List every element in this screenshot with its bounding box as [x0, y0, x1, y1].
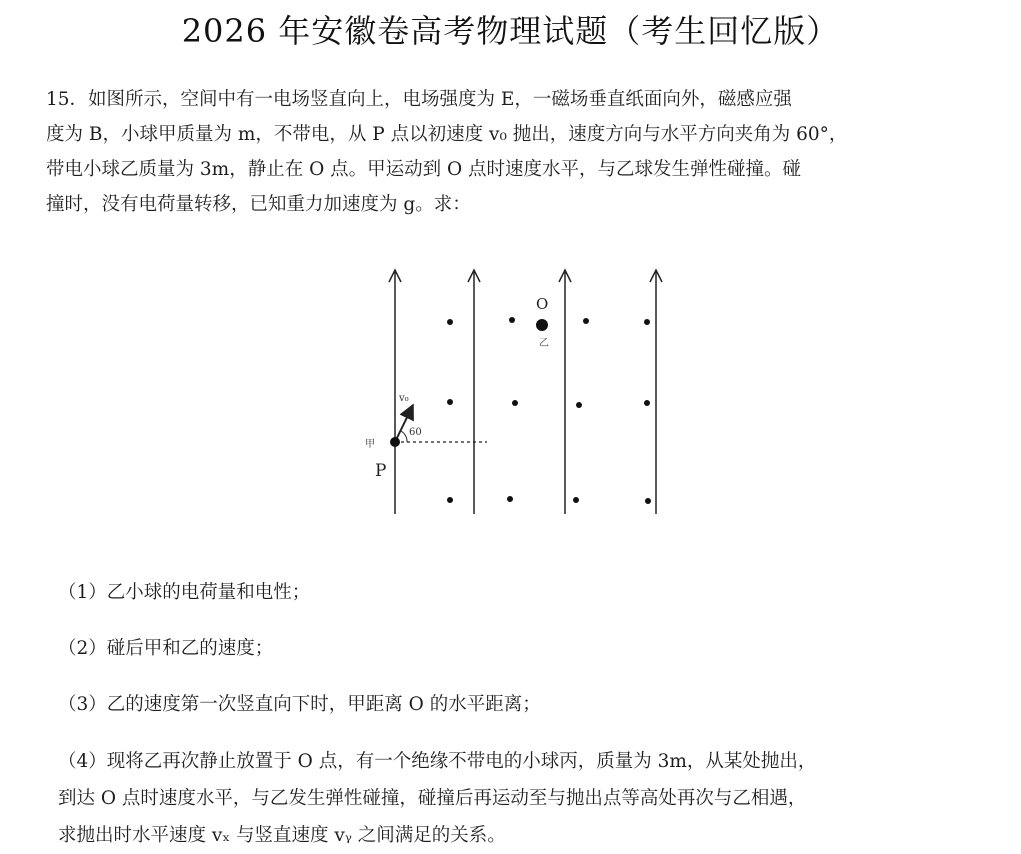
electric-field-lines — [389, 270, 662, 514]
label-angle: 60 — [409, 427, 422, 438]
field-dot — [644, 319, 650, 325]
field-dot — [583, 318, 589, 324]
problem-line: 撞时，没有电荷量转移，已知重力加速度为 g。求： — [46, 194, 471, 215]
page-title: 2026 年安徽卷高考物理试题（考生回忆版） — [181, 12, 840, 50]
field-dot — [644, 400, 650, 406]
question-4-line: （4）现将乙再次静止放置于 O 点，有一个绝缘不带电的小球丙，质量为 3m，从某处抛出， — [58, 751, 817, 772]
problem-line: 带电小球乙质量为 3m，静止在 O 点。甲运动到 O 点时速度水平，与乙球发生弹性碰撞。碰 — [46, 159, 802, 180]
label-yi: 乙 — [539, 338, 549, 349]
field-dot — [507, 496, 513, 502]
problem-line: 度为 B，小球甲质量为 m，不带电，从 P 点以初速度 v₀ 抛出，速度方向与水平方向夹角为 60°， — [46, 124, 848, 145]
field-dot — [576, 402, 582, 408]
field-dot — [447, 319, 453, 325]
field-dot — [512, 400, 518, 406]
question-2: （2）碰后甲和乙的速度； — [58, 638, 274, 659]
physics-diagram — [355, 262, 675, 532]
ball-jia — [390, 437, 400, 447]
angle-arc — [401, 431, 407, 442]
field-dot — [573, 497, 579, 503]
question-1: （1）乙小球的电荷量和电性； — [58, 582, 311, 603]
question-4-line: 到达 O 点时速度水平，与乙发生弹性碰撞，碰撞后再运动至与抛出点等高处再次与乙相遇， — [58, 788, 807, 809]
label-v0: v₀ — [399, 393, 409, 404]
problem-line: 15．如图所示，空间中有一电场竖直向上，电场强度为 E，一磁场垂直纸面向外，磁感应强 — [46, 89, 792, 110]
field-dot — [447, 497, 453, 503]
question-4-line: 求抛出时水平速度 vₓ 与竖直速度 vᵧ 之间满足的关系。 — [58, 825, 506, 846]
question-4 — [58, 743, 816, 854]
label-P: P — [375, 461, 387, 481]
magnetic-field-dots — [447, 317, 651, 504]
field-dot — [645, 498, 651, 504]
label-jia: 甲 — [365, 439, 375, 450]
field-dot — [509, 317, 515, 323]
question-3: （3）乙的速度第一次竖直向下时，甲距离 O 的水平距离； — [58, 694, 541, 715]
label-O: O — [536, 295, 549, 313]
ball-yi — [536, 319, 548, 331]
field-dot — [447, 399, 453, 405]
problem-statement — [46, 82, 996, 222]
